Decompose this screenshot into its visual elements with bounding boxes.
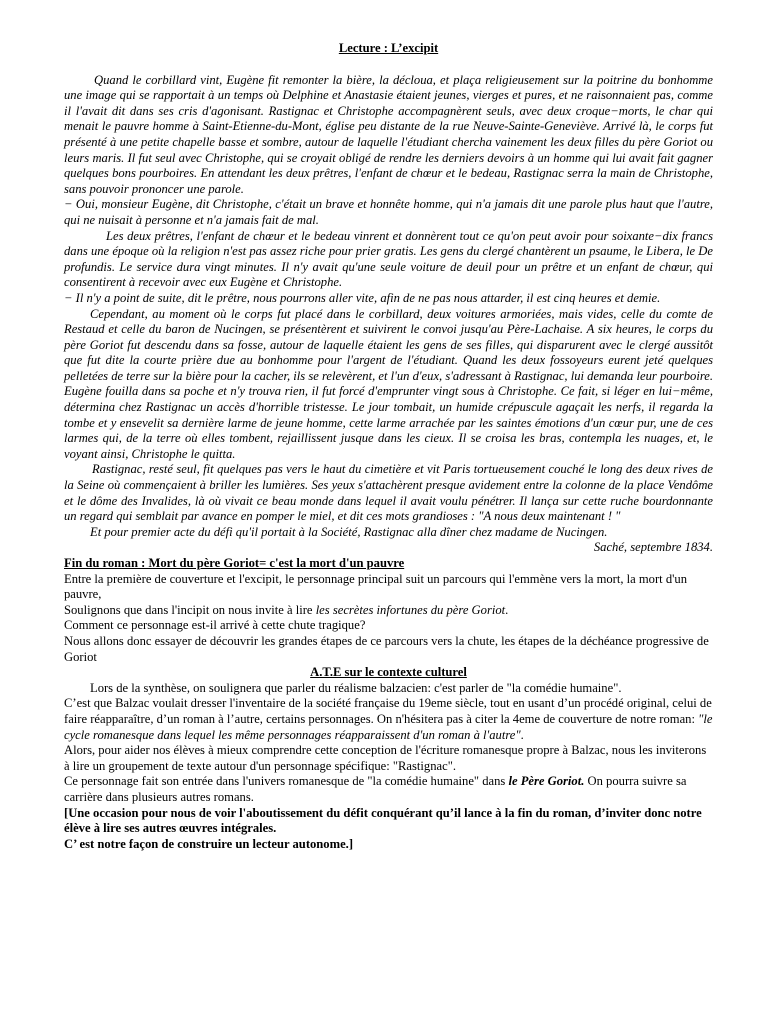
body-paragraph: Alors, pour aider nos élèves à mieux comprendre cette conception de l'écriture romanesque propre à Balzac, nous les inviterons à lire un groupement de texte autour d'un personnage spécifique: "Rastignac".: [64, 743, 707, 773]
body-paragraph: Lors de la synthèse, on soulignera que parler du réalisme balzacien: c'est parler de "la comédie humaine".: [90, 680, 622, 695]
excerpt-paragraph: Quand le corbillard vint, Eugène fit remonter la bière, la décloua, et plaça religieusement sur la poitrine du bonhomme une image qui se rapportait à un temps où Delphine et Anastasie étaient jeunes, vierges et pures, et ne raisonnaient pas, comme il l'avait dit dans ses cris d'agonisant. Rastignac et Christophe accompagnèrent seuls, avec deux croque−morts, le char qui menait le pauvre homme à Saint-Etienne-du-Mont, église peu distante de la rue Neuve-Sainte-Geneviève. Arrivé là, le corps fut présenté à une petite chapelle basse et sombre, autour de laquelle l'étudiant chercha vainement les deux filles du père Goriot ou leurs maris. Il fut seul avec Christophe, qui se croyait obligé de rendre les derniers devoirs à un homme qui lui avait fait gagner quelques bons pourboires. En attendant les deux prêtres, l'enfant de chœur et le bedeau, Rastignac serra la main de Christophe, sans pouvoir prononcer une parole.: [64, 72, 713, 196]
body-paragraph: [64, 603, 713, 619]
body-text-span: Soulignons que dans l'incipit on nous invite à lire: [64, 602, 316, 617]
excerpt-paragraph: Rastignac, resté seul, fit quelques pas vers le haut du cimetière et vit Paris tortueusement couché le long des deux rives de la Seine où commençaient à briller les lumières. Ses yeux s'attachèrent presque avidement entre la colonne de la place Vendôme et le dôme des Invalides, là où vivait ce beau monde dans lequel il avait voulu pénétrer. Il lança sur cette ruche bourdonnante un regard qui semblait par avance en pomper le miel, et dit ces mots grandioses : "A nous deux maintenant ! ": [64, 462, 713, 524]
body-paragraph: [64, 774, 713, 805]
body-bold-italic-span: le Père Goriot.: [508, 774, 585, 789]
body-text-span: .: [505, 602, 509, 617]
body-paragraph: [64, 696, 713, 743]
excerpt-paragraph: Et pour premier acte du défi qu'il portait à la Société, Rastignac alla dîner chez madame de Nucingen.: [90, 524, 608, 539]
document-page: [64, 41, 713, 852]
section-heading-contexte-culturel: A.T.E sur le contexte culturel: [310, 665, 467, 680]
body-text-span: .: [520, 727, 524, 742]
excerpt-text: [64, 73, 713, 556]
section-body-contexte-culturel: [64, 681, 713, 853]
body-text-span: On pourra suivre sa carrière dans plusieurs autres romans.: [64, 774, 687, 804]
excerpt-dialogue: − Oui, monsieur Eugène, dit Christophe, c'était un brave et honnête homme, qui n'a jamais dit une parole plus haut que l'autre, qui ne nuisait à personne et n'a jamais fait de mal.: [64, 197, 713, 227]
bold-note: [Une occasion pour nous de voir l'aboutissement du défit conquérant qu’il lance à la fin du roman, d’inviter donc notre élève à lire ses autres œuvres intégrales.: [64, 805, 702, 836]
excerpt-paragraph: Cependant, au moment où le corps fut placé dans le corbillard, deux voitures armoriées, mais vides, celle du comte de Restaud et celle du baron de Nucingen, se présentèrent et suivirent le convoi jusqu'au Père-Lachaise. A six heures, le corps du père Goriot fut descendu dans sa fosse, autour de laquelle étaient les gens de ses filles, qui disparurent avec le clergé aussitôt que fut dite la courte prière due au bonhomme pour l'argent de l'étudiant. Quand les deux fossoyeurs eurent jeté quelques pelletées de terre sur la bière pour la cacher, ils se relevèrent, et l'un d'eux, s'adressant à Rastignac, lui demanda leur pourboire. Eugène fouilla dans sa poche et n'y trouva rien, il fut forcé d'emprunter vingt sous à Christophe. Ce fait, si léger en lui−même, détermina chez Rastignac un accès d'horrible tristesse. Le jour tombait, un humide crépuscule agaçait les nerfs, il regarda la tombe et y ensevelit sa dernière larme de jeune homme, cette larme arrachée par les saintes émotions d'un cœur pur, une de ces larmes qui, de la terre où elles tombent, rejaillissent jusque dans les cieux. Il se croisa les bras, contempla les nuages, et, le voyant ainsi, Christophe le quitta.: [64, 306, 713, 461]
section-body-fin-du-roman: [64, 572, 713, 666]
bold-note: C’ est notre façon de construire un lecteur autonome.]: [64, 836, 354, 851]
document-title: Lecture : L’excipit: [338, 41, 439, 55]
body-text-span: C’est que Balzac voulait dresser l'inventaire de la société française du 19eme siècle, tout en usant d’un procédé original, celui de faire réapparaître, d’un roman à l’autre, certains personnages. On n'hésitera pas à citer la 4eme de couverture de notre roman:: [64, 696, 712, 726]
body-paragraph: Comment ce personnage est-il arrivé à cette chute tragique?: [64, 618, 366, 633]
body-text-span: Ce personnage fait son entrée dans l'univers romanesque de "la comédie humaine" dans: [64, 774, 509, 789]
body-paragraph: Nous allons donc essayer de découvrir les grandes étapes de ce parcours vers la chute, les étapes de la déchéance progressive de Goriot: [64, 633, 709, 664]
body-paragraph: Entre la première de couverture et l'excipit, le personnage principal suit un parcours qui l'emmène vers la mort, la mort d'un pauvre,: [64, 571, 687, 602]
excerpt-dialogue: − Il n'y a point de suite, dit le prêtre, nous pourrons aller vite, afin de ne pas nous attarder, il est cinq heures et demie.: [64, 290, 661, 305]
body-italic-span: les secrètes infortunes du père Goriot: [315, 602, 506, 617]
excerpt-signature: Saché, septembre 1834.: [593, 540, 713, 555]
section-heading-fin-du-roman: Fin du roman : Mort du père Goriot= c'est la mort d'un pauvre: [64, 556, 405, 570]
body-italic-span: "le cycle romanesque dans lequel les même personnages réapparaissent d'un roman à l'autre": [64, 711, 713, 742]
excerpt-paragraph: Les deux prêtres, l'enfant de chœur et le bedeau vinrent et donnèrent tout ce qu'on peut avoir pour soixante−dix francs dans une époque où la religion n'est pas assez riche pour prier gratis. Les gens du clergé chantèrent un psaume, le Libera, le De profundis. Le service dura vingt minutes. Il n'y avait qu'une seule voiture de deuil pour un prêtre et un enfant de chœur, qui consentirent à recevoir avec eux Eugène et Christophe.: [64, 228, 713, 290]
